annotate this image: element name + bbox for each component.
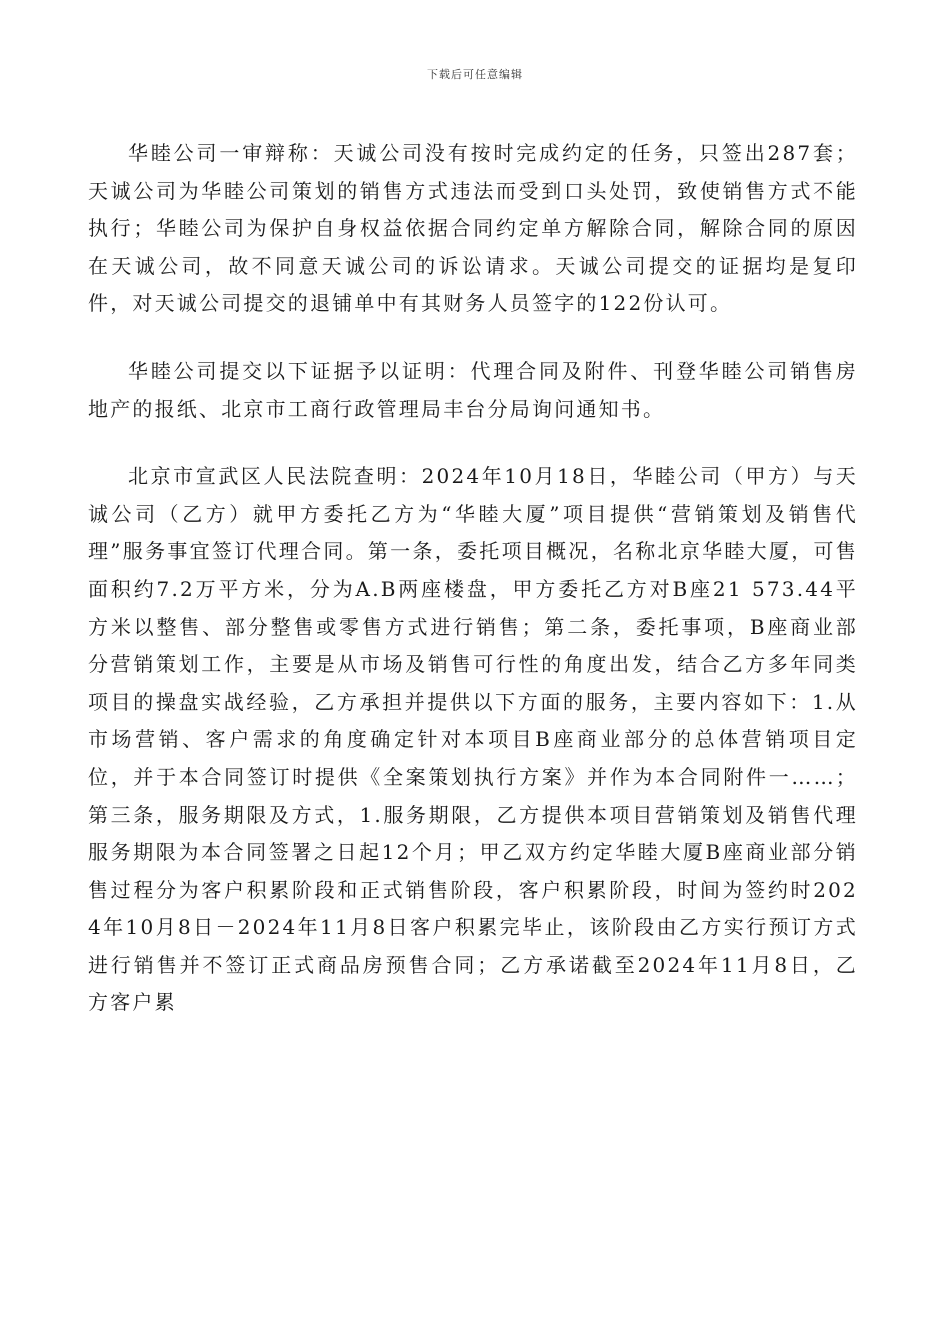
paragraph-court-findings: 北京市宣武区人民法院查明：2024年10月18日，华睦公司（甲方）与天诚公司（乙方）就甲方委托乙方为“华睦大厦”项目提供“营销策划及销售代理”服务事宜签订代理合同。第一条，委托项目概况，名称北京华睦大厦，可售面积约7.2万平方米，分为A.B两座楼盘，甲方委托乙方对B座21 573.44平方米以整售、部分整售或零售方式进行销售；第二条，委托事项，B座商业部分营销策划工作，主要是从市场及销售可行性的角度出发，结合乙方多年同类项目的操盘实战经验，乙方承担并提供以下方面的服务，主要内容如下：1.从市场营销、客户需求的角度确定针对本项目B座商业部分的总体营销项目定位，并于本合同签订时提供《全案策划执行方案》并作为本合同附件一……；第三条，服务期限及方式，1.服务期限，乙方提供本项目营销策划及销售代理服务期限为本合同签署之日起12个月；甲乙双方约定华睦大厦B座商业部分销售过程分为客户积累阶段和正式销售阶段，客户积累阶段，时间为签约时2024年10月8日－2024年11月8日客户积累完毕止，该阶段由乙方实行预订方式进行销售并不签订正式商品房预售合同；乙方承诺截至2024年11月8日，乙方客户累 xyxy=(88,464,858,1015)
paragraph-evidence-list: 华睦公司提交以下证据予以证明：代理合同及附件、刊登华睦公司销售房地产的报纸、北京市工商行政管理局丰台分局询问通知书。 xyxy=(88,358,858,421)
document-body xyxy=(88,135,858,1022)
paragraph-defense-statement: 华睦公司一审辩称：天诚公司没有按时完成约定的任务，只签出287套；天诚公司为华睦公司策划的销售方式违法而受到口头处罚，致使销售方式不能执行；华睦公司为保护自身权益依据合同约定单方解除合同，解除合同的原因在天诚公司，故不同意天诚公司的诉讼请求。天诚公司提交的证据均是复印件，对天诚公司提交的退铺单中有其财务人员签字的122份认可。 xyxy=(88,141,858,316)
page-header: 下载后可任意编辑 xyxy=(427,68,523,81)
